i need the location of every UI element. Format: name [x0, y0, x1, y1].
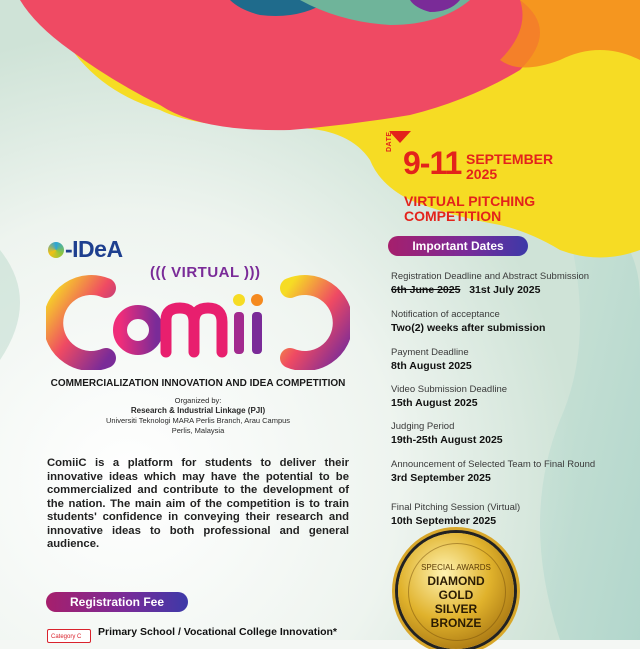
- medal-heading: SPECIAL AWARDS: [421, 563, 491, 572]
- special-awards-medal: [398, 533, 514, 649]
- date-item-label: Final Pitching Session (Virtual): [391, 502, 521, 513]
- date-item-label: Judging Period: [391, 421, 455, 432]
- date-item-video: [391, 384, 507, 410]
- description: ComiiC is a platform for students to deliver their innovative ideas which may have the potential to be commercialized and contribute to the development of the nation. The main aim of the competition is to train students' confidence in conveying their research and innovative ideas to both professional and general audience.: [47, 457, 349, 551]
- brand-globe-icon: [48, 242, 64, 258]
- event-days: 9-11: [403, 145, 462, 181]
- date-item-label: Registration Deadline and Abstract Submission: [391, 271, 590, 282]
- organizer-line2: Perlis, Malaysia: [171, 425, 225, 435]
- event-year: 2025: [466, 165, 498, 182]
- organizer-heading: Organized by:: [174, 396, 222, 405]
- date-item-value: 10th September 2025: [391, 515, 497, 528]
- date-item-label: Announcement of Selected Team to Final Round: [391, 459, 596, 470]
- date-item-label: Video Submission Deadline: [391, 384, 508, 395]
- date-item-label: Payment Deadline: [391, 347, 469, 358]
- event-title-line: COMPETITION: [404, 207, 502, 224]
- organizer-name: Research & Industrial Linkage (PJI): [130, 405, 266, 415]
- date-label: DATE: [386, 131, 393, 152]
- date-item-value: [391, 284, 589, 297]
- date-item-value: 15th August 2025: [391, 397, 478, 410]
- registration-fee-heading: Registration Fee: [46, 592, 188, 612]
- date-item-registration: [391, 271, 589, 297]
- date-item-value: 19th-25th August 2025: [391, 434, 503, 447]
- date-item-value: 8th August 2025: [391, 360, 472, 373]
- date-item-final: [391, 502, 520, 528]
- date-item-acceptance: [391, 309, 545, 335]
- category-tag: Category C: [47, 629, 91, 643]
- date-item-announcement: [391, 459, 595, 485]
- organizer-block: [46, 396, 350, 436]
- old-deadline: 6th June 2025: [391, 284, 461, 297]
- date-item-judging: [391, 421, 503, 447]
- medal-line: GOLD: [438, 588, 474, 602]
- medal-line: SILVER: [434, 602, 478, 616]
- comiic-logo: [46, 270, 350, 370]
- new-deadline: 31st July 2025: [469, 284, 541, 297]
- brand-name: -IDeA: [65, 236, 123, 262]
- virtual-label: ((( VIRTUAL ))): [150, 264, 261, 281]
- tagline: COMMERCIALIZATION INNOVATION AND IDEA COMPETITION: [50, 378, 346, 389]
- date-item-value: 3rd September 2025: [391, 472, 491, 485]
- ideA-brand: [48, 236, 123, 263]
- medal-line: BRONZE: [430, 616, 482, 630]
- event-month: SEPTEMBER: [466, 151, 554, 167]
- event-title: [404, 194, 535, 223]
- event-title-line: VIRTUAL PITCHING: [404, 193, 536, 209]
- date-item-payment: [391, 347, 472, 373]
- fee-category-title: Primary School / Vocational College Innovation*: [98, 626, 338, 638]
- important-dates-heading: Important Dates: [388, 236, 528, 256]
- medal-line: DIAMOND: [427, 574, 485, 588]
- event-month-year: [466, 152, 553, 181]
- organizer-line1: Universiti Teknologi MARA Perlis Branch, Arau Campus: [105, 416, 291, 426]
- date-item-value: Two(2) weeks after submission: [391, 322, 546, 335]
- date-item-label: Notification of acceptance: [391, 309, 500, 320]
